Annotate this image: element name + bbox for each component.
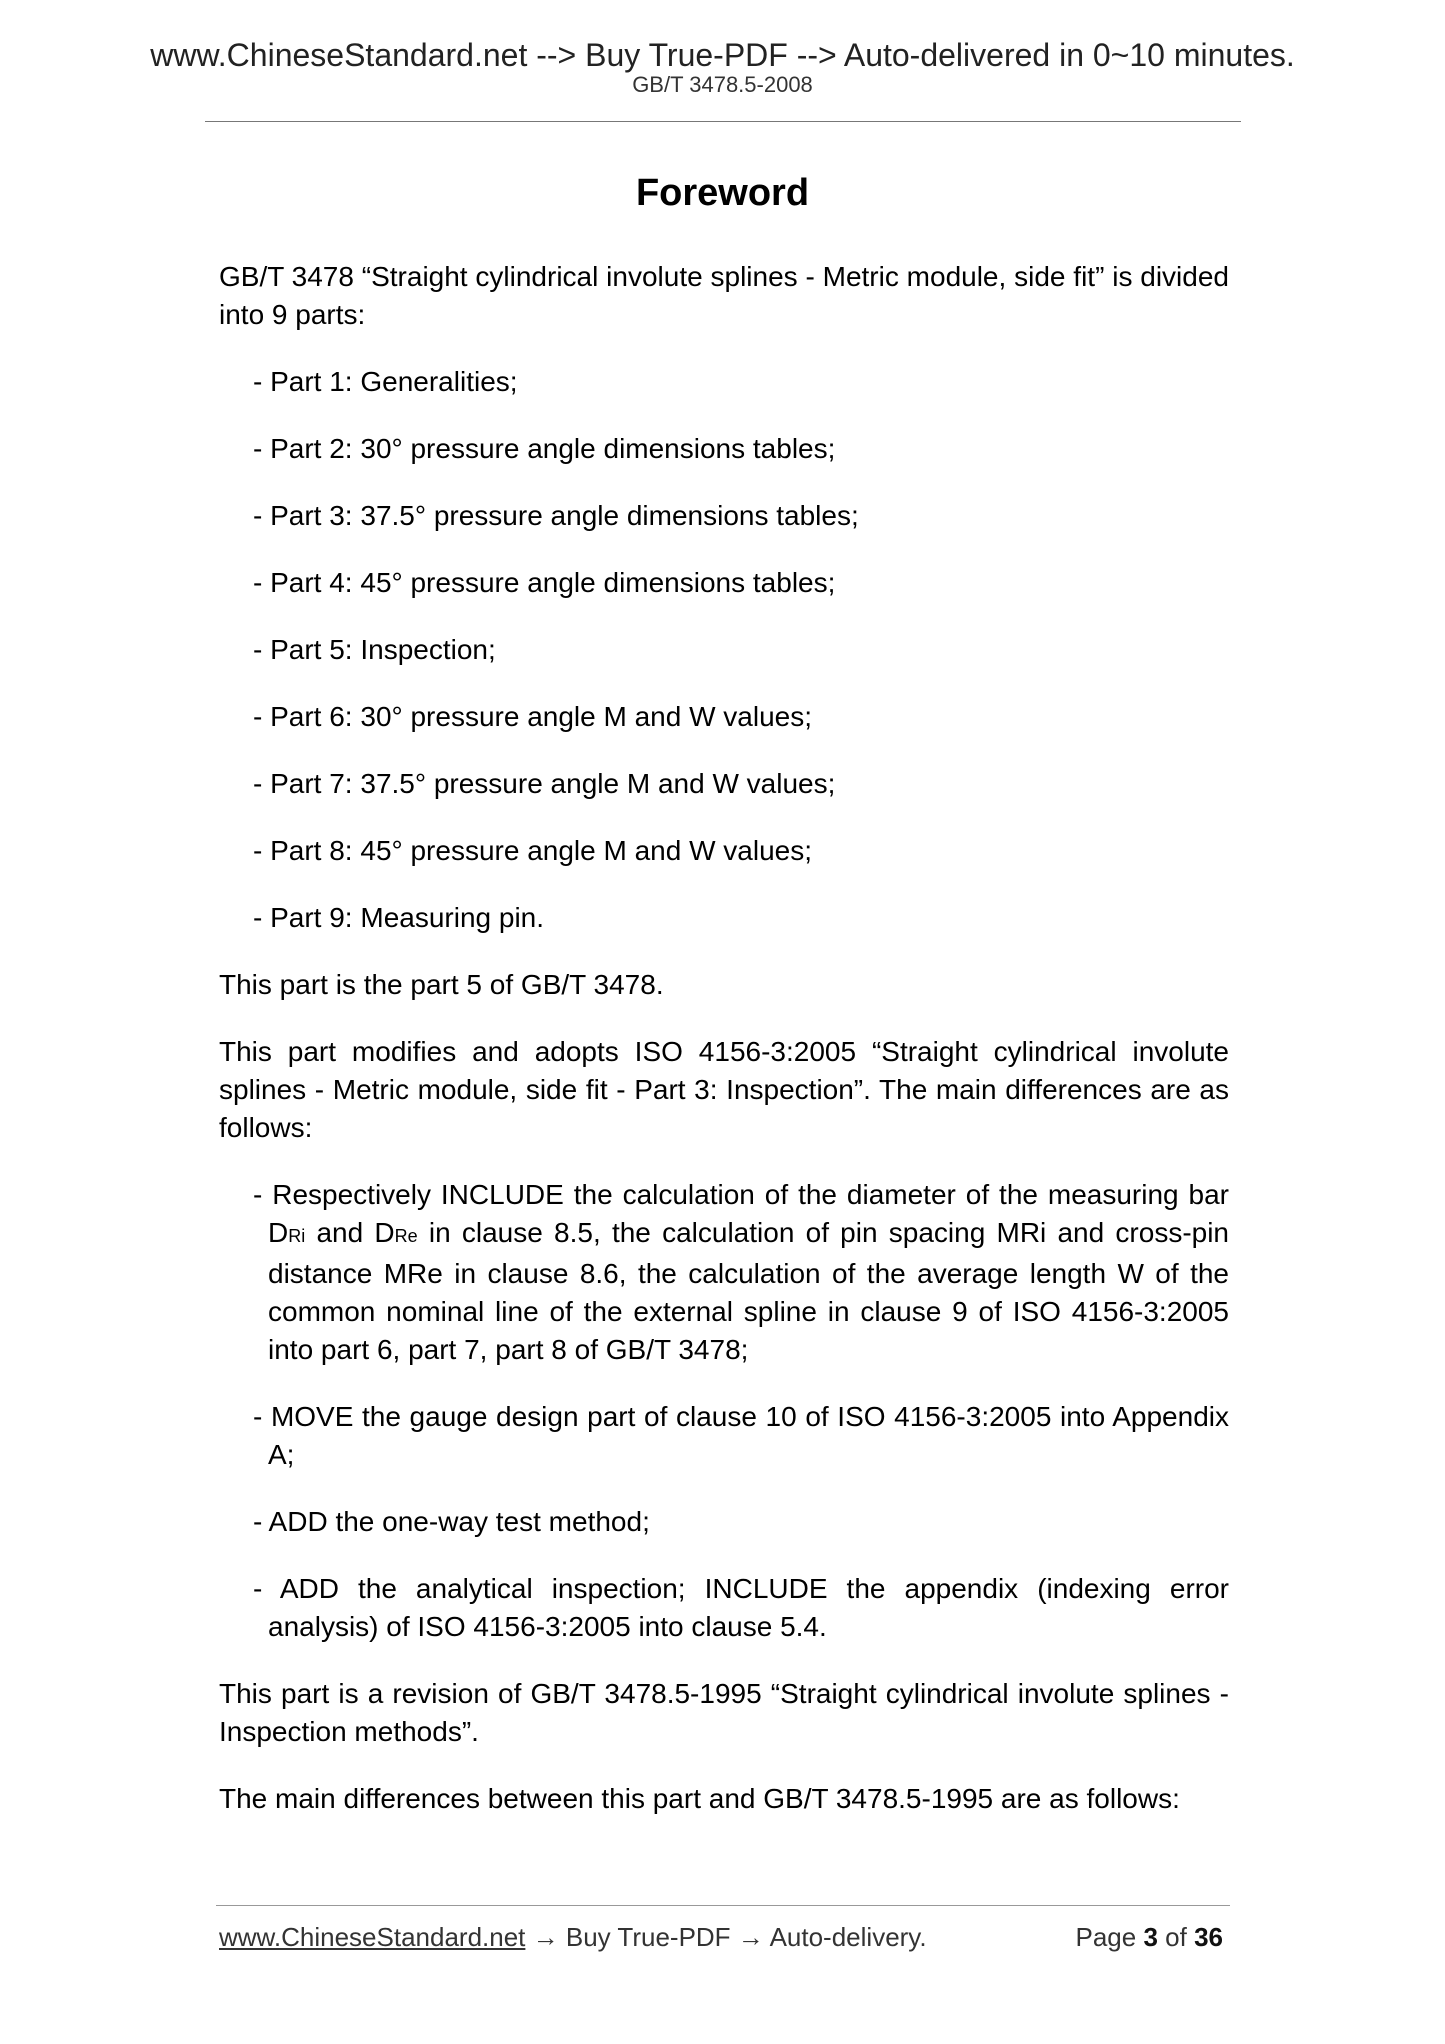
total-pages: 36 [1194,1922,1223,1952]
list-item: - Part 3: 37.5° pressure angle dimensions tables; [253,500,859,531]
list-item: - Part 9: Measuring pin. [253,902,545,933]
list-item: - Part 4: 45° pressure angle dimensions tables; [253,567,836,598]
list-item: - Part 5: Inspection; [253,634,496,665]
of-label: of [1165,1922,1187,1952]
footer-site-link[interactable]: www.ChineseStandard.net [219,1922,526,1952]
differences-list [219,1176,1229,1646]
footer-rule [216,1905,1230,1906]
page-number [1075,1921,1223,1953]
list-item: - Part 8: 45° pressure angle M and W values; [253,835,813,866]
difference-text: - Respectively INCLUDE the calculation of the diameter of the measuring bar D [253,1179,1229,1248]
intro-paragraph: GB/T 3478 “Straight cylindrical involute splines - Metric module, side fit” is divided into 9 parts: [219,261,1229,330]
page-title: Foreword [635,172,810,214]
adopts-paragraph: This part modifies and adopts ISO 4156-3:2005 “Straight cylindrical involute splines - Metric module, side fit - Part 3: Inspection”. The main differences are as follows: [219,1036,1229,1143]
subscript-re: Re [394,1226,418,1246]
subscript-ri: Ri [288,1226,306,1246]
list-item: - ADD the analytical inspection; INCLUDE the appendix (indexing error analysis) of ISO 4156-3:2005 into clause 5.4. [253,1573,1229,1642]
parts-list [219,363,1229,937]
list-item: - Part 1: Generalities; [253,366,518,397]
document-body [219,258,1229,1847]
list-item [253,1176,1229,1369]
difference-text: in clause 8.5, the calculation of pin spacing MRi and cross-pin distance MRe in clause 8.6, the calculation of the average length W of the common nominal line of the external spline in clause 9 of ISO 4156-3:2005 into part 6, part 7, part 8 of GB/T 3478; [268,1217,1230,1365]
main-differences-paragraph: The main differences between this part and GB/T 3478.5-1995 are as follows: [219,1783,1180,1814]
top-banner: www.ChineseStandard.net --> Buy True-PDF --> Auto-delivered in 0~10 minutes. [150,37,1295,73]
current-page: 3 [1143,1922,1158,1952]
revision-paragraph: This part is a revision of GB/T 3478.5-1995 “Straight cylindrical involute splines - Inspection methods”. [219,1678,1229,1747]
list-item: - Part 2: 30° pressure angle dimensions tables; [253,433,836,464]
this-part-paragraph: This part is the part 5 of GB/T 3478. [219,969,664,1000]
list-item: - Part 7: 37.5° pressure angle M and W values; [253,768,836,799]
list-item: - Part 6: 30° pressure angle M and W values; [253,701,813,732]
footer-source [219,1921,927,1953]
header-rule [205,121,1241,122]
footer-delivery-text: → Buy True-PDF → Auto-delivery. [525,1922,927,1952]
header-standard-code: GB/T 3478.5-2008 [632,72,813,97]
list-item: - ADD the one-way test method; [253,1506,650,1537]
difference-text: and D [305,1217,395,1248]
list-item: - MOVE the gauge design part of clause 10 of ISO 4156-3:2005 into Appendix A; [253,1401,1229,1470]
page-label: Page [1075,1922,1137,1952]
